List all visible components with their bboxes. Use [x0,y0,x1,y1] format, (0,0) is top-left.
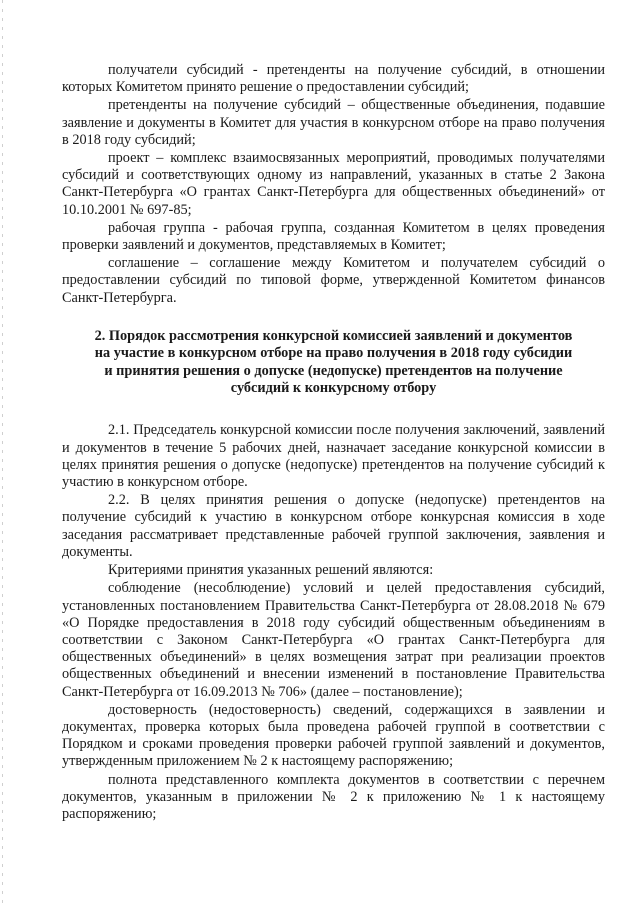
paragraph-recipients: получатели субсидий - претенденты на получение субсидий, в отношении которых Комитетом принято решение о предоставлении субсидий; [62,62,605,96]
section-heading-line: на участие в конкурсном отборе на право получения в 2018 году субсидии [94,345,573,362]
paragraph-criterion-completeness: полнота представленного комплекта документов в соответствии с перечнем документов, указанным в приложении № 2 к приложению № 1 к настоящему распоряжению; [62,771,605,822]
section-heading-line: субсидий к конкурсному отбору [230,380,437,397]
section-heading-line: и принятия решения о допуске (недопуске) претендентов на получение [104,362,563,379]
paragraph-2-1: 2.1. Председатель конкурсной комиссии после получения заключений, заявлений и документов в течение 5 рабочих дней, назначает заседание конкурсной комиссии в целях принятия решения о допуске (недопуске) претендентов на получение субсидий к участию в конкурсном отборе. [62,422,605,491]
section-heading [62,328,605,398]
paragraph-working-group: рабочая группа - рабочая группа, созданная Комитетом в целях проведения проверки заявлений и документов, представляемых в Комитет; [62,219,605,254]
paragraph-applicants: претенденты на получение субсидий – общественные объединения, подавшие заявление и документы в Комитет для участия в конкурсном отборе на право получения в 2018 году субсидий; [62,97,605,148]
document-page [62,62,605,823]
paragraph-2-2: 2.2. В целях принятия решения о допуске (недопуске) претендентов на получение субсидий к участию в конкурсном отборе конкурсная комиссия в ходе заседания рассматривает представленные рабочей группой заключения, заявления и документы. [62,492,605,560]
paragraph-criterion-reliability: достоверность (недостоверность) сведений, содержащихся в заявлении и документах, проверка которых была проведена рабочей группой в соответствии с Порядком и сроками проведения проверки рабочей группой заявлений и документов, утвержденным приложением № 2 к настоящему распоряжению; [62,701,605,770]
paragraph-criterion-compliance: соблюдение (несоблюдение) условий и целей предоставления субсидий, установленных постановлением Правительства Санкт-Петербурга от 28.08.2018 № 679 «О Порядке предоставления в 2018 году субсидий общественным объединениям в соответствии с Законом Санкт-Петербурга «О грантах Санкт-Петербурга для общественных объединений» в целях возмещения затрат при реализации проектов общественных объединений и внесении изменений в постановление Правительства Санкт-Петербурга от 16.09.2013 № 706» (далее – постановление); [62,580,605,700]
paragraph-agreement: соглашение – соглашение между Комитетом и получателем субсидий о предоставлении субсидий по типовой форме, утвержденной Комитетом финансов Санкт-Петербурга. [62,255,605,306]
paragraph-criteria-intro: Критериями принятия указанных решений являются: [108,562,434,579]
paragraph-project: проект – комплекс взаимосвязанных мероприятий, проводимых получателями субсидий и соответствующих одному из направлений, указанных в статье 2 Закона Санкт-Петербурга «О грантах Санкт-Петербурга для общественных объединений» от 10.10.2001 № 697-85; [62,150,605,218]
scan-edge-artifact [2,0,3,905]
section-heading-line: 2. Порядок рассмотрения конкурсной комиссией заявлений и документов [94,327,573,344]
